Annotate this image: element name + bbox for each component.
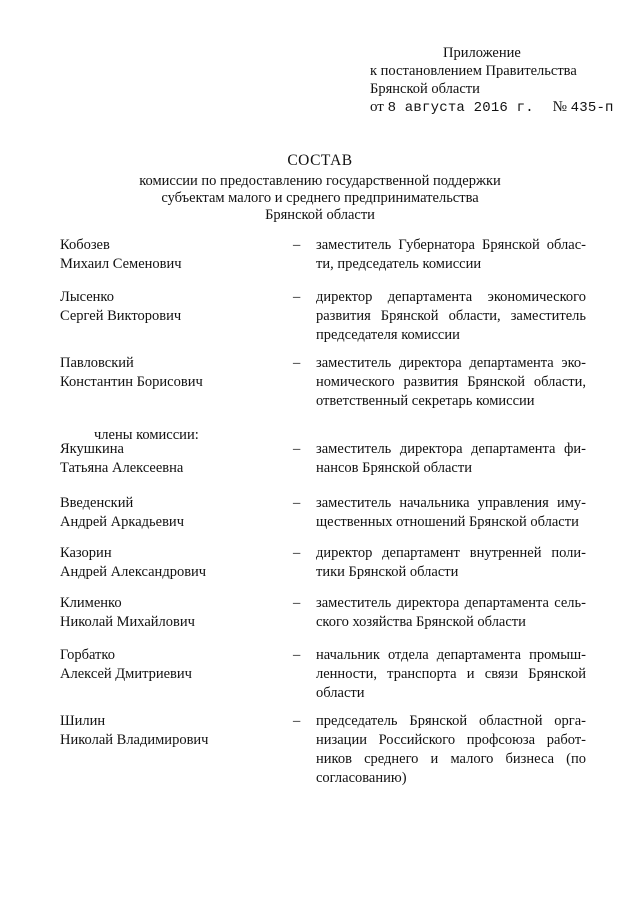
member-role-line: нансов Брянской области [316, 460, 472, 476]
number-value: 435-п [570, 100, 614, 116]
member-role-line: заместитель директора департамента эко- [316, 355, 586, 371]
member-role-line: председатель Брянской областной орга- [316, 713, 586, 729]
member-role-line: ников среднего и малого бизнеса (по [316, 751, 586, 767]
member-surname: Лысенко [60, 289, 114, 305]
member-name [60, 354, 280, 392]
member-given-name: Николай Михайлович [60, 614, 195, 630]
member-role-line: председателя комиссии [316, 327, 460, 343]
date-value: 8 августа 2016 г. [387, 100, 534, 116]
appendix-line-1: к постановлением Правительства [370, 63, 577, 79]
member-role [316, 646, 586, 703]
member-dash: – [293, 647, 301, 663]
member-surname: Якушкина [60, 441, 124, 457]
member-role-line: области [316, 685, 365, 701]
member-role [316, 494, 586, 532]
member-role [316, 236, 586, 274]
date-prefix: от [370, 99, 384, 115]
member-surname: Казорин [60, 545, 112, 561]
member-name [60, 646, 280, 684]
member-given-name: Алексей Дмитриевич [60, 666, 192, 682]
member-role-line: заместитель директора департамента сель- [316, 595, 586, 611]
member-role-line: тики Брянской области [316, 564, 459, 580]
appendix-line-2: Брянской области [370, 81, 480, 97]
member-given-name: Константин Борисович [60, 374, 203, 390]
number-label: № [552, 99, 567, 115]
document-heading [60, 152, 580, 223]
member-name [60, 594, 280, 632]
heading-line-1: комиссии по предоставлению государственной поддержки [139, 173, 501, 189]
heading-title: СОСТАВ [287, 152, 353, 169]
member-name [60, 440, 280, 478]
member-role-line: заместитель директора департамента фи- [316, 441, 586, 457]
member-given-name: Татьяна Алексеевна [60, 460, 184, 476]
member-role-line: номического развития Брянской области, [316, 374, 586, 390]
member-surname: Горбатко [60, 647, 115, 663]
member-role [316, 544, 586, 582]
heading-line-2: субъектам малого и среднего предпринимательства [161, 190, 479, 206]
member-role [316, 354, 586, 411]
member-role [316, 594, 586, 632]
appendix-date-line [370, 98, 630, 116]
member-role-line: ленности, транспорта и связи Брянской [316, 666, 586, 682]
member-role-line: ти, председатель комиссии [316, 256, 482, 272]
member-surname: Кобозев [60, 237, 110, 253]
member-given-name: Андрей Аркадьевич [60, 514, 184, 530]
member-dash: – [293, 237, 301, 253]
member-dash: – [293, 355, 301, 371]
member-dash: – [293, 545, 301, 561]
member-role-line: ответственный секретарь комиссии [316, 393, 535, 409]
member-dash: – [293, 713, 301, 729]
heading-line-3: Брянской области [265, 207, 375, 223]
member-dash: – [293, 595, 301, 611]
member-given-name: Михаил Семенович [60, 256, 182, 272]
member-surname: Клименко [60, 595, 122, 611]
member-role-line: директор департамента экономического [316, 289, 586, 305]
member-name [60, 544, 280, 582]
member-role-line: низации Российского профсоюза работ- [316, 732, 586, 748]
member-role [316, 712, 586, 788]
appendix-title: Приложение [443, 45, 521, 61]
member-role-line: развития Брянской области, заместитель [316, 308, 586, 324]
member-given-name: Николай Владимирович [60, 732, 209, 748]
member-name [60, 712, 280, 750]
member-role [316, 288, 586, 345]
member-dash: – [293, 289, 301, 305]
member-role-line: начальник отдела департамента промыш- [316, 647, 586, 663]
member-role [316, 440, 586, 478]
members-label: члены комиссии: [94, 427, 199, 443]
member-role-line: заместитель Губернатора Брянской облас- [316, 237, 586, 253]
appendix-header [370, 44, 630, 116]
member-given-name: Андрей Александрович [60, 564, 207, 580]
member-name [60, 236, 280, 274]
member-dash: – [293, 441, 301, 457]
member-surname: Шилин [60, 713, 106, 729]
member-role-line: заместитель начальника управления иму- [316, 495, 586, 511]
member-role-line: щественных отношений Брянской области [316, 514, 579, 530]
member-name [60, 288, 280, 326]
member-role-line: ского хозяйства Брянской области [316, 614, 526, 630]
member-role-line: директор департамент внутренней поли- [316, 545, 586, 561]
member-dash: – [293, 495, 301, 511]
member-name [60, 494, 280, 532]
member-role-line: согласованию) [316, 770, 407, 786]
member-surname: Введенский [60, 495, 134, 511]
member-given-name: Сергей Викторович [60, 308, 182, 324]
member-surname: Павловский [60, 355, 134, 371]
